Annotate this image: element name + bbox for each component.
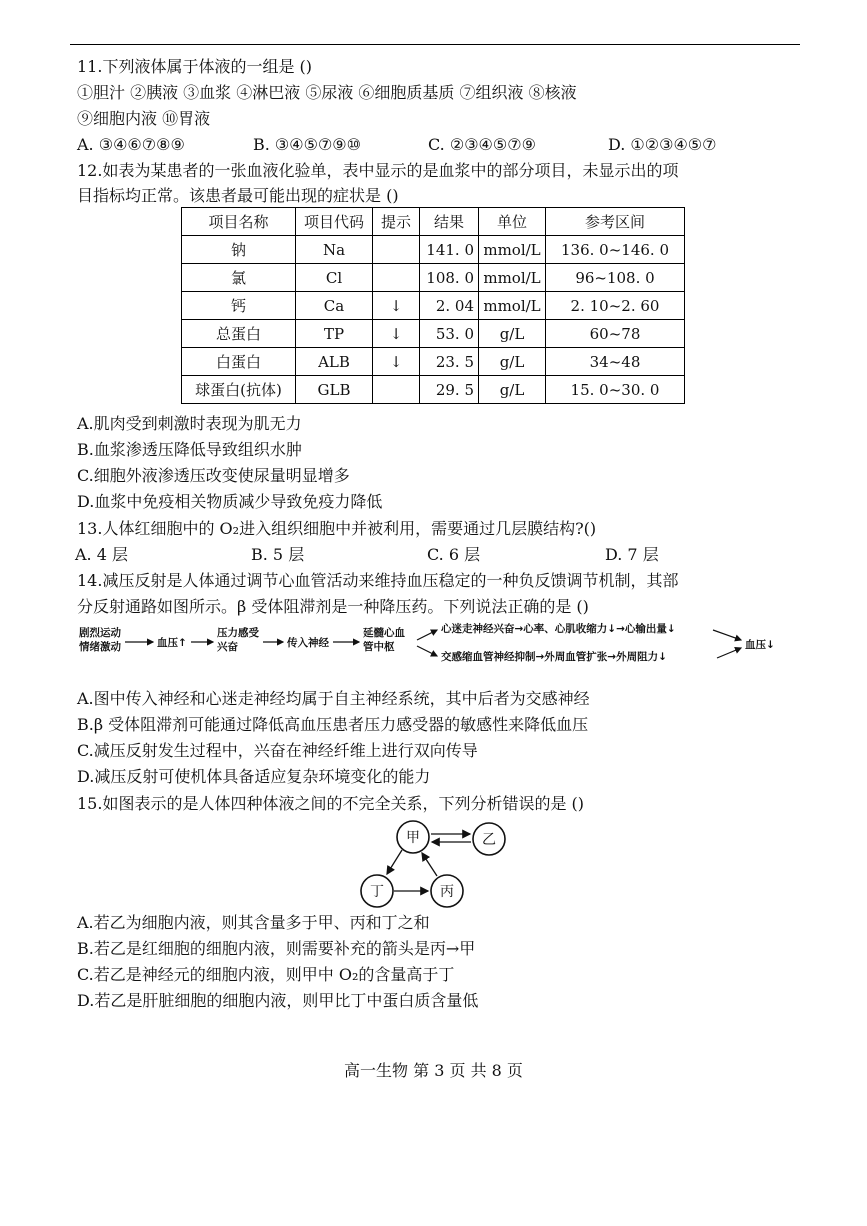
- table-cell: 53. 0: [420, 320, 479, 348]
- table-cell: 34~48: [546, 348, 685, 376]
- node-label: 乙: [482, 832, 496, 848]
- table-cell: 2. 04: [420, 292, 479, 320]
- q14-option-a: A.图中传入神经和心迷走神经均属于自主神经系统，其中后者为交感神经: [77, 689, 590, 708]
- q15-option-d: D.若乙是肝脏细胞的细胞内液，则甲比丁中蛋白质含量低: [77, 991, 479, 1010]
- q11-option-a: A. ③④⑥⑦⑧⑨: [77, 135, 185, 154]
- diagram-upper-path: 心迷走神经兴奋→心率、心肌收缩力↓→心输出量↓: [441, 623, 676, 635]
- table-row: [182, 376, 685, 404]
- table-cell: g/L: [479, 348, 546, 376]
- diagram-receptor-line2: 兴奋: [217, 641, 238, 653]
- q12-option-b: B.血浆渗透压降低导致组织水肿: [77, 440, 302, 459]
- q11-option-d: D. ①②③④⑤⑦: [608, 135, 717, 154]
- blood-test-table: [181, 207, 685, 404]
- q13-options: [75, 544, 659, 566]
- q13-stem: 13.人体红细胞中的 O₂进入组织细胞中并被利用，需要通过几层膜结构?(): [77, 519, 597, 538]
- diagram-arrow: [417, 646, 437, 656]
- diagram-arrow: [417, 630, 437, 640]
- table-cell: 钙: [182, 292, 296, 320]
- diagram-center-line1: 延髓心血: [363, 627, 405, 639]
- table-row: [182, 348, 685, 376]
- table-row: [182, 320, 685, 348]
- diagram-afferent: 传入神经: [287, 637, 329, 649]
- node-label: 甲: [406, 830, 420, 846]
- table-header: 结果: [420, 208, 479, 236]
- table-cell: GLB: [296, 376, 373, 404]
- table-header: 项目名称: [182, 208, 296, 236]
- table-cell: g/L: [479, 376, 546, 404]
- table-header: 参考区间: [546, 208, 685, 236]
- table-cell: 2. 10~2. 60: [546, 292, 685, 320]
- header-rule: [70, 44, 800, 45]
- q11-option-c: C. ②③④⑤⑦⑨: [428, 135, 536, 154]
- table-cell: Ca: [296, 292, 373, 320]
- q11-items-line2: ⑨细胞内液 ⑩胃液: [77, 109, 211, 128]
- table-cell: ↓: [373, 292, 420, 320]
- table-cell: 23. 5: [420, 348, 479, 376]
- arrow-bing-jia: [422, 853, 437, 876]
- table-cell: 球蛋白(抗体): [182, 376, 296, 404]
- table-row: [182, 264, 685, 292]
- table-cell: g/L: [479, 320, 546, 348]
- table-cell: [373, 376, 420, 404]
- page-footer: 高一生物 第 3 页 共 8 页: [344, 1061, 523, 1080]
- diagram-arrow: [717, 648, 741, 658]
- q13-option-d: D. 7 层: [605, 545, 659, 564]
- table-cell: 136. 0~146. 0: [546, 236, 685, 264]
- node-label: 丁: [370, 884, 384, 900]
- table-header: 单位: [479, 208, 546, 236]
- q15-option-c: C.若乙是神经元的细胞内液，则甲中 O₂的含量高于丁: [77, 965, 455, 984]
- table-cell: TP: [296, 320, 373, 348]
- table-cell: 钠: [182, 236, 296, 264]
- body-fluid-diagram: [355, 815, 515, 909]
- diagram-start-line2: 情绪激动: [79, 641, 121, 653]
- q15-stem: 15.如图表示的是人体四种体液之间的不完全关系，下列分析错误的是 (): [77, 794, 585, 813]
- table-cell: 总蛋白: [182, 320, 296, 348]
- q12-stem-line2: 目指标均正常。该患者最可能出现的症状是 (): [77, 186, 399, 205]
- table-cell: Na: [296, 236, 373, 264]
- diagram-lower-path: 交感缩血管神经抑制→外周血管扩张→外周阻力↓: [441, 651, 667, 663]
- table-cell: 141. 0: [420, 236, 479, 264]
- table-header-row: [182, 208, 685, 236]
- q11-option-b: B. ③④⑤⑦⑨⑩: [253, 135, 361, 154]
- table-cell: 60~78: [546, 320, 685, 348]
- q13-option-b: B. 5 层: [251, 545, 305, 564]
- table-cell: 白蛋白: [182, 348, 296, 376]
- q11-stem: 11.下列液体属于体液的一组是 (): [77, 57, 313, 76]
- table-cell: mmol/L: [479, 264, 546, 292]
- diagram-result: 血压↓: [745, 639, 775, 651]
- table-header: 项目代码: [296, 208, 373, 236]
- table-cell: 108. 0: [420, 264, 479, 292]
- node-label: 丙: [440, 884, 454, 900]
- table-cell: 96~108. 0: [546, 264, 685, 292]
- arrow-jia-ding: [387, 850, 402, 874]
- q12-stem-line1: 12.如表为某患者的一张血液化验单，表中显示的是血浆中的部分项目，未显示出的项: [77, 161, 679, 180]
- table-cell: 氯: [182, 264, 296, 292]
- table-cell: ALB: [296, 348, 373, 376]
- q14-stem-line2: 分反射通路如图所示。β 受体阻滞剂是一种降压药。下列说法正确的是 (): [77, 597, 589, 616]
- q11-options: [77, 134, 717, 156]
- diagram-center-line2: 管中枢: [363, 641, 395, 653]
- q14-option-c: C.减压反射发生过程中，兴奋在神经纤维上进行双向传导: [77, 741, 478, 760]
- table-cell: [373, 264, 420, 292]
- table-row: [182, 236, 685, 264]
- q13-option-a: A. 4 层: [75, 545, 128, 564]
- diagram-start-line1: 剧烈运动: [79, 627, 121, 639]
- table-cell: Cl: [296, 264, 373, 292]
- q15-option-b: B.若乙是红细胞的细胞内液，则需要补充的箭头是丙→甲: [77, 939, 476, 958]
- table-cell: ↓: [373, 348, 420, 376]
- q11-items-line1: ①胆汁 ②胰液 ③血浆 ④淋巴液 ⑤尿液 ⑥细胞质基质 ⑦组织液 ⑧核液: [77, 83, 577, 102]
- table-cell: ↓: [373, 320, 420, 348]
- diagram-arrow: [713, 630, 741, 640]
- q12-option-d: D.血浆中免疫相关物质减少导致免疫力降低: [77, 492, 383, 511]
- table-cell: 29. 5: [420, 376, 479, 404]
- table-cell: [373, 236, 420, 264]
- table-header: 提示: [373, 208, 420, 236]
- q13-option-c: C. 6 层: [427, 545, 481, 564]
- q14-stem-line1: 14.减压反射是人体通过调节心血管活动来维持血压稳定的一种负反馈调节机制，其部: [77, 571, 679, 590]
- q14-option-d: D.减压反射可使机体具备适应复杂环境变化的能力: [77, 767, 431, 786]
- q15-option-a: A.若乙为细胞内液，则其含量多于甲、丙和丁之和: [77, 913, 430, 932]
- q12-option-a: A.肌肉受到刺激时表现为肌无力: [77, 414, 302, 433]
- q14-option-b: B.β 受体阻滞剂可能通过降低高血压患者压力感受器的敏感性来降低血压: [77, 715, 589, 734]
- table-row: [182, 292, 685, 320]
- diagram-receptor-line1: 压力感受: [217, 627, 259, 639]
- table-cell: mmol/L: [479, 292, 546, 320]
- q12-option-c: C.细胞外液渗透压改变使尿量明显增多: [77, 466, 350, 485]
- baroreflex-diagram: [77, 618, 787, 670]
- diagram-bp-up: 血压↑: [157, 637, 187, 649]
- table-cell: 15. 0~30. 0: [546, 376, 685, 404]
- table-cell: mmol/L: [479, 236, 546, 264]
